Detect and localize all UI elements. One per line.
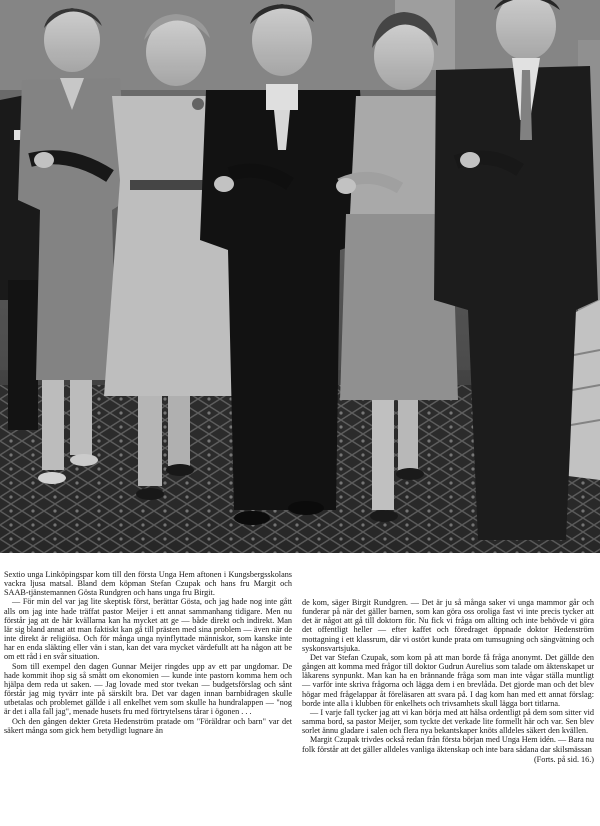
article-paragraph: Det var Stefan Czupak, som kom på att man borde få fråga anonymt. Det gällde den gången att komma med frågor till doktor Gudrun Aurelius som talade om äktenskapet ur läkarens synpunkt. Man kan ha en brännande fråga som man inte vågar ställa muntligt — varför inte skriva frågorna och lägga dem i en brevlåda. Det gjorde man och det blev högar med frågelappar åt föreläsaren att svara på. I dag kom han med ett annat förslag: borde inte alla i klubben för enkelhets och trivsamhets skull lägga bort titlarna. <box>302 652 594 708</box>
article-paragraph: Margit Czupak trivdes också redan från första början med Unga Hem idén. — Bara nu folk förstår att det gäller alldeles vanliga äktenskap och inte bara sådana dar skilsmässan <box>302 735 594 754</box>
article-column-left <box>4 570 292 735</box>
continued-note: (Forts. på sid. 16.) <box>533 754 594 764</box>
article-paragraph: Som till exempel den dagen Gunnar Meijer ringdes upp av ett par ungdomar. De hade kommit ihop sig så smått om ekonomien — kunde inte pastorn komma hem och hjälpa dem reda ut saken. — Jag lovade med stor tvekan — budgetsförslag och sånt förstår jag mig tyvärr inte på särskilt bra. Det var dagen innan barnbidragen skulle utbetalas och problemet gällde i all enkelhet vem som skulle ha hundralappen — "nog är det i alla fall jag", menade husets fru med förtrytelsens tårar i ögonen . . . <box>4 661 292 717</box>
article-paragraph: Sextio unga Linköpingspar kom till den första Unga Hem aftonen i Kungsbergsskolans vackra ljusa matsal. Bland dem köpman Stefan Czupak och hans fru Margit och SAAB-tjänstemannen Gösta Rundgren och hans unga fru Birgit. <box>4 570 292 598</box>
article-body <box>0 570 600 826</box>
article-paragraph: — För min del var jag lite skeptisk först, berättar Gösta, och jag hade nog inte gått alls om jag inte hade träffat pastor Meijer i ett annat sammanhang tidigare. Men nu förstår jag att de här kvällarna kan ha mycket att ge — både direkt och indirekt. Man lär sig bland annat att man faktiskt kan gå till prästen med sina problem — även när de inte direkt är religiösa. Och för många unga nyinflyttade människor, som kanske inte har en enda släkting eller vän i stan, kan det vara mycket värdefullt att ha någon att be om ett råd i en svår situation. <box>4 597 292 662</box>
article-paragraph: de kom, säger Birgit Rundgren. — Det är ju så många saker vi unga mammor går och funderar på när det gäller barnen, som kan göra oss oroliga fast vi inte precis tycker att det är något att gå till doktorn för. Nu fick vi fråga om allting och inte behövde vi göra det offentligt heller — efter kaffet och föredraget öppnade doktor Hedenström mottagning i ett klassrum, där vi ostört kunde prata om tumsugning och sängvätning och syskonsvartsjuka. <box>302 598 594 653</box>
article-paragraph: Och den gången dekter Greta Hedenström pratade om "Föräldrar och barn" var det säkert många som gick hem betydligt lugnare än <box>4 716 292 735</box>
article-column-right <box>302 598 594 764</box>
article-paragraph: — I varje fall tycker jag att vi kan börja med att hälsa ordentligt på dem som sitter vid samma bord, sa pastor Meijer, som tyckte det verkade lite formellt här och var. Sen blev sorlet ännu gladare i salen och flera nya bekantskaper knöts alldeles säkert den kvällen. <box>302 707 594 736</box>
